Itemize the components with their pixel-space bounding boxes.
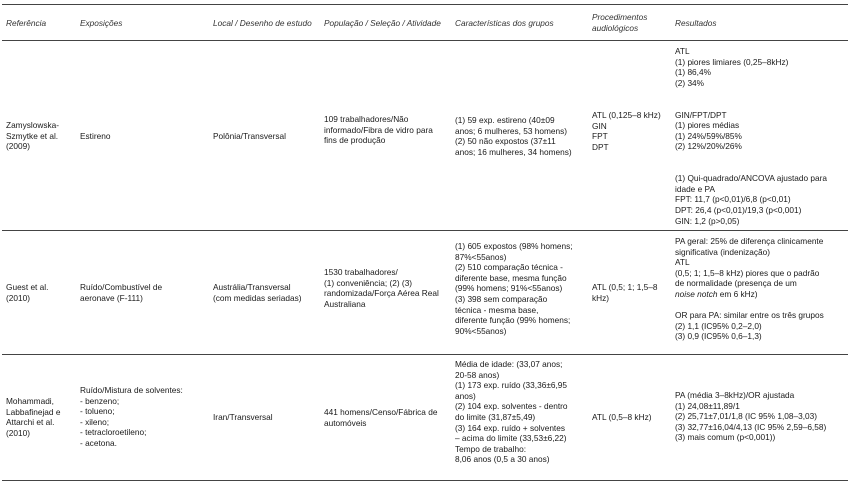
row2-referencia: Guest et al. (2010)	[6, 282, 49, 303]
row3-caracteristicas: Média de idade: (33,07 anos; 20-58 anos) (1) 173 exp. ruído (33,36±6,95 anos) (2) 104 exp. solventes - dentro do limite (31,87±5,49) (3) 164 exp. ruído + solventes – acima do limite (33,53±6,22) Tempo de trabalho: 8,06 anos (0,5 a 30 anos)	[455, 359, 568, 465]
header-local: Local / Desenho de estudo	[213, 18, 312, 28]
row1-local: Polônia/Transversal	[213, 131, 287, 141]
row1-resultados: ATL (1) piores limiares (0,25–8kHz) (1) 86,4% (2) 34% GIN/FPT/DPT (1) piores médias (1) 24%/59%/85% (2) 12%/20%/26% (1) Qui-quadrado/ANCOVA ajustado para idade e PA FPT: 11,7 (p<0,01)/6,8 (p<0,01) DPT: 26,4 (p<0,01)/19,3 (p<0,001) GIN: 1,2 (p>0,05)	[675, 46, 828, 226]
row2-exposicoes: Ruído/Combustível de aeronave (F-111)	[80, 282, 163, 303]
table-bottom-rule	[2, 480, 848, 481]
row2-caracteristicas: (1) 605 expostos (98% homens; 87%<55anos) (2) 510 comparação técnica - diferente base, mesma função (99% homens; 91%<55anos) (3) 398 sem comparação técnica - mesma base, diferente função (99% homens; 90%<55anos)	[455, 241, 573, 336]
row2-local: Austrália/Transversal (com medidas seriadas)	[213, 282, 302, 303]
row3-local: Iran/Transversal	[213, 412, 273, 422]
row1-referencia: Zamyslowska- Szmytke et al. (2009)	[6, 120, 60, 152]
row2-resultados: PA geral: 25% de diferença clinicamente significativa (indenização) ATL (0,5; 1; 1,5–8 kHz) piores que o padrão de normalidade (presença de um noise notch em 6 kHz) OR para PA: similar entre os três grupos (2) 1,1 (IC95% 0,2–2,0) (3) 0,9 (IC95% 0,6–1,3)	[675, 236, 824, 342]
row3-exposicoes: Ruído/Mistura de solventes: - benzeno; - tolueno; - xileno; - tetracloroetileno; - acetona.	[80, 385, 183, 448]
row1-procedimentos: ATL (0,125–8 kHz) GIN FPT DPT	[592, 110, 661, 152]
row3-referencia: Mohammadi, Labbafinejad e Attarchi et al. (2010)	[6, 396, 61, 438]
row3-resultados: PA (média 3–8kHz)/OR ajustada (1) 24,08±11,89/1 (2) 25,71±7,01/1,8 (IC 95% 1,08–3,03) (3) 32,77±16,04/4,13 (IC 95% 2,59–6,58) (3) mais comum (p<0,001))	[675, 390, 827, 443]
header-procedimentos: Procedimentos audiológicos	[592, 12, 648, 33]
row2-populacao: 1530 trabalhadores/ (1) conveniência; (2) (3) randomizada/Força Aérea Real Australiana	[324, 267, 439, 309]
header-caracteristicas: Características dos grupos	[455, 18, 554, 28]
row1-caracteristicas: (1) 59 exp. estireno (40±09 anos; 6 mulheres, 53 homens) (2) 50 não expostos (37±11 anos; 16 mulheres, 34 homens)	[455, 115, 572, 157]
row1-populacao: 109 trabalhadores/Não informado/Fibra de vidro para fins de produção	[324, 114, 433, 146]
header-referencia: Referência	[6, 18, 47, 28]
header-populacao: População / Seleção / Atividade	[324, 18, 441, 28]
row3-procedimentos: ATL (0,5–8 kHz)	[592, 412, 652, 422]
row-separator-2	[2, 354, 848, 355]
row-separator-1	[2, 230, 848, 231]
header-exposicoes: Exposições	[80, 18, 123, 28]
row1-exposicoes: Estireno	[80, 131, 111, 141]
table-top-rule	[2, 4, 848, 5]
header-bottom-rule	[2, 40, 848, 41]
row3-populacao: 441 homens/Censo/Fábrica de automóveis	[324, 407, 438, 428]
row2-procedimentos: ATL (0,5; 1; 1,5–8 kHz)	[592, 282, 658, 303]
header-resultados: Resultados	[675, 18, 717, 28]
